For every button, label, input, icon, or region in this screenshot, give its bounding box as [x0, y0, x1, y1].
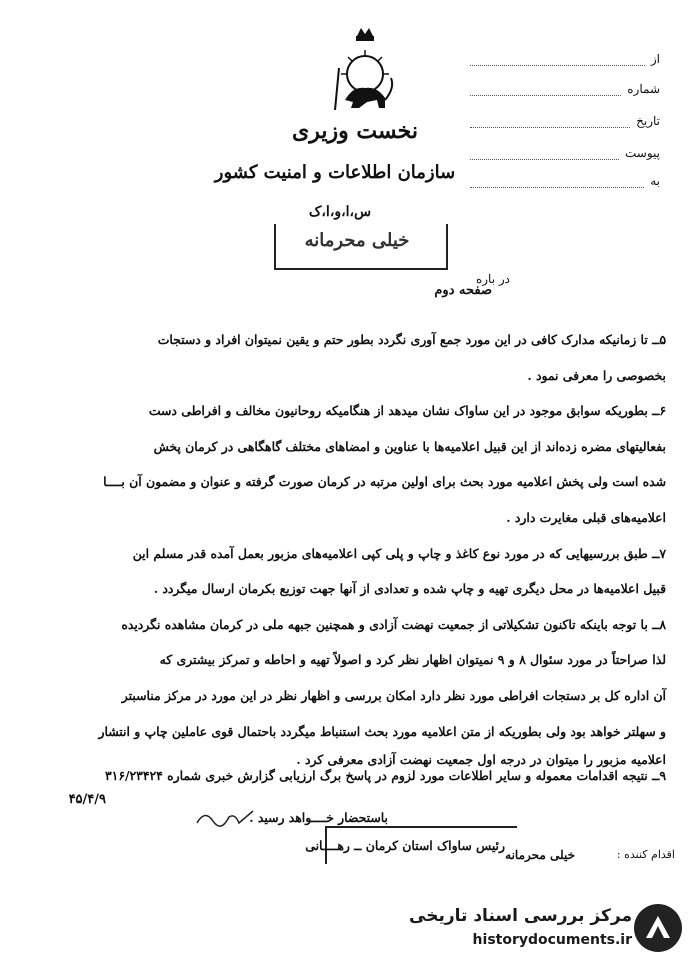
- body-line: لذا صراحتاً در مورد سئوال ۸ و ۹ نمیتوان اظهار نظر کرد و اصولاً تهیه و احاطه و تمرکز بیشتری که: [159, 652, 666, 668]
- document-body: [38, 322, 666, 749]
- watermark-url: historydocuments.ir: [472, 932, 632, 948]
- field-date-label: تاریخ: [636, 114, 660, 128]
- body-line-last: اعلامیه مزبور را میتوان در درجه اول جمعیت نهضت آزادی معرفی کرد .: [296, 752, 666, 767]
- field-to: [470, 168, 660, 188]
- body-line: قبیل اعلامیه‌ها در محل دیگری تهیه و چاپ شده و تعدادی از آنها جهت توزیع بکرمان ارسال میگردد .: [153, 581, 666, 597]
- body-line: بخصوصی را معرفی نمود .: [527, 367, 666, 383]
- reference-text: ۹ــ نتیجه اقدامات معموله و سایر اطلاعات مورد لزوم در پاسخ برگ ارزیابی گزارش خبری شماره: [167, 768, 666, 783]
- org-name-secondary: سازمان اطلاعات و امنیت کشور: [214, 162, 456, 183]
- body-line: ۸ــ با توجه باینکه تاکنون تشکیلاتی از جمعیت نهضت آزادی و همچنین جبهه ملی در کرمان مشاهده نگردیده: [121, 616, 666, 632]
- field-from-label: از: [650, 52, 660, 66]
- footer-classification: خیلی محرمانه: [505, 848, 575, 862]
- reference-number: ۳۱۶/۲۳۴۲۴: [105, 768, 163, 783]
- field-date: [470, 108, 660, 128]
- reference-date: ۴۵/۴/۹: [68, 792, 106, 807]
- body-line: آن اداره کل بر دستجات افراطی مورد نظر دارد امکان بررسی و اظهار نظر در این مورد در مرکز مناسبتر: [121, 687, 666, 703]
- body-line: اعلامیه‌های قبلی مغایرت دارد .: [506, 509, 666, 525]
- field-attachment-label: پیوست: [625, 146, 660, 160]
- field-attachment: [470, 140, 660, 160]
- field-from: [470, 46, 660, 66]
- org-code: س،ا،و،ا،ک: [308, 204, 372, 220]
- department-head: رئیس ساواک استان کرمان ــ رهــــانی: [305, 838, 505, 853]
- signature-scribble: [195, 805, 255, 831]
- body-line: و سهلتر خواهد بود ولی بطوریکه از متن اعلامیه مورد بحث استنباط میگردد باحتمال قوی عاملین چاپ و انتشار: [98, 723, 666, 739]
- field-regarding-label: در باره: [475, 272, 510, 286]
- watermark-title: مرکز بررسی اسناد تاریخی: [409, 906, 632, 926]
- classification-stamp: خیلی محرمانه: [304, 230, 410, 251]
- lion-and-sun-emblem-icon: [325, 28, 405, 118]
- body-line: شده است ولی پخش اعلامیه مورد بحث برای اولین مرتبه در کرمان صورت گرفته و عنوان و مضمون آن بــــا: [103, 474, 666, 490]
- watermark-logo-icon: [632, 902, 684, 954]
- body-line: ۵ــ تا زمانیکه مدارک کافی در این مورد جمع آوری نگردد بطور حتم و یقین نمیتوان افراد و دستجات: [157, 332, 666, 347]
- creator-label: اقدام کننده :: [616, 848, 675, 861]
- closing-text: باستحضار خــــواهد رسید .: [249, 810, 388, 825]
- body-line: ۷ــ طبق بررسیهایی که در مورد نوع کاغذ و چاپ و پلی کپی اعلامیه‌های مزبور بعمل آمده قدر مسلم این: [132, 545, 666, 561]
- field-number-label: شماره: [627, 82, 660, 96]
- field-to-label: به: [650, 174, 660, 188]
- field-number: [470, 76, 660, 96]
- org-name-primary: نخست وزیری: [292, 118, 418, 144]
- body-line: ۶ــ بطوریکه سوابق موجود در این ساواک نشان میدهد از هنگامیکه روحانیون مخالف و افراطی دست: [148, 403, 666, 419]
- body-line: بفعالیتهای مضره زده‌اند از این قبیل اعلامیه‌ها با عناوین و امضاهای مختلف گاهگاهی در کرمان پخش: [153, 438, 666, 454]
- page-label: صفحه دوم: [434, 283, 492, 298]
- reference-line: [38, 768, 666, 783]
